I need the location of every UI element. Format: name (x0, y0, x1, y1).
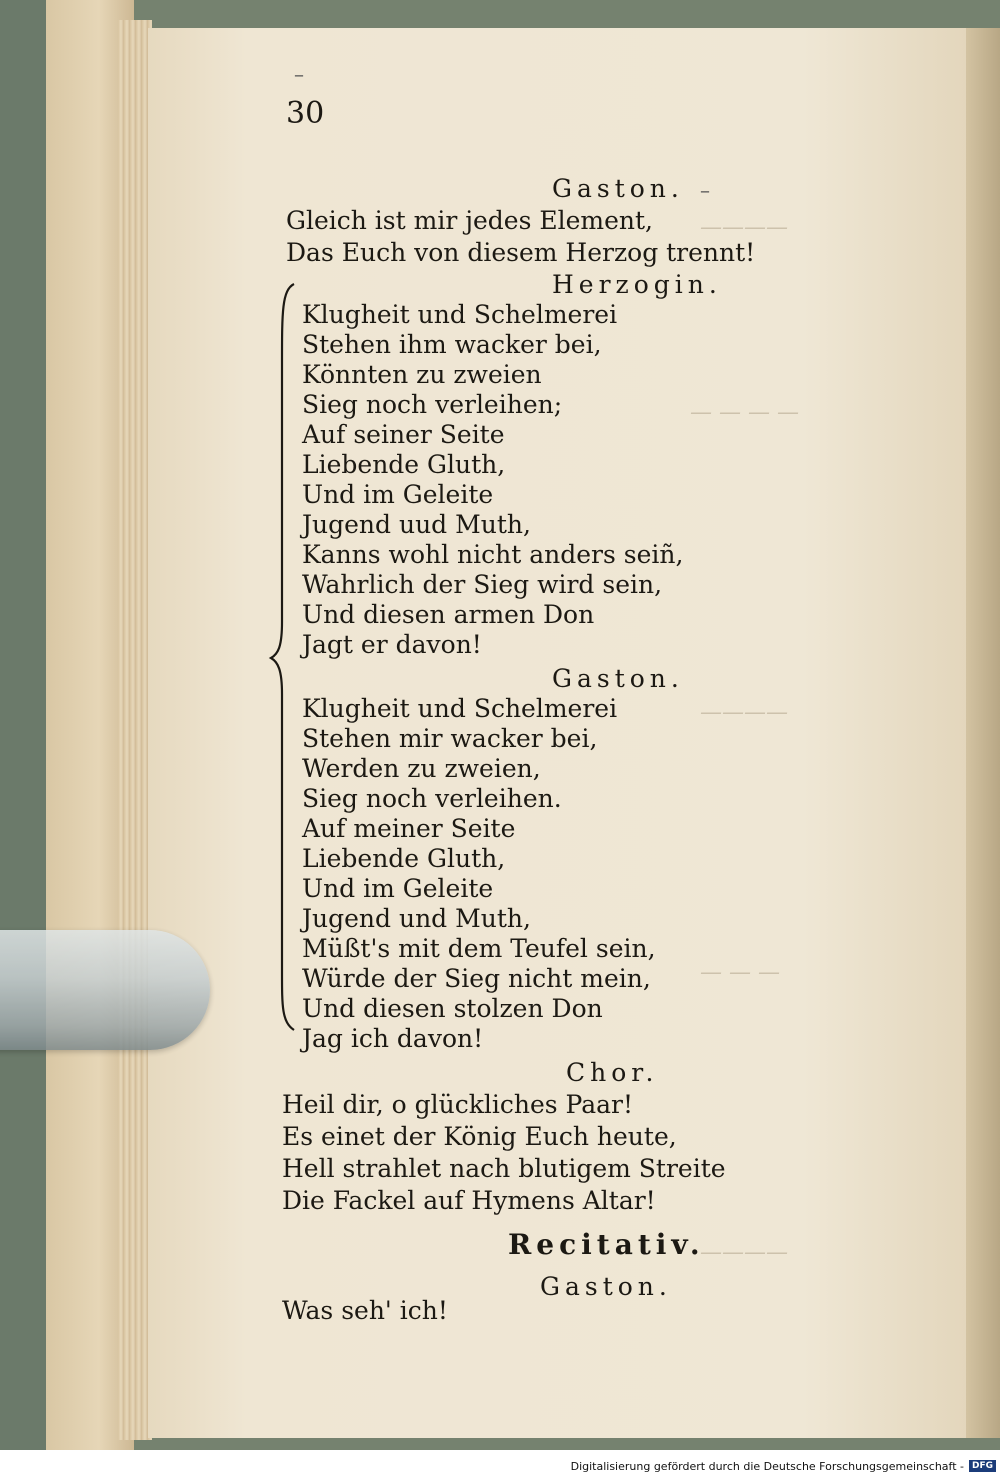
bleed-through: ———— (700, 1240, 788, 1265)
book-cover-edge (0, 0, 48, 1450)
verse-line: Jugend und Muth, (302, 904, 531, 933)
bleed-through: ———— (700, 215, 788, 240)
page-number: 30 (286, 96, 325, 131)
verse-line: Auf meiner Seite (302, 814, 516, 843)
verse-line: Auf seiner Seite (302, 420, 505, 449)
verse-line: Und im Geleite (302, 480, 494, 509)
verse-line: Und diesen stolzen Don (302, 994, 603, 1023)
section-heading: Recitativ. (508, 1228, 705, 1261)
speaker-label: Gaston. (552, 664, 684, 693)
verse-line: Müßt's mit dem Teufel sein, (302, 934, 656, 963)
verse-line: Und diesen armen Don (302, 600, 595, 629)
speaker-label: Chor. (566, 1058, 659, 1087)
bleed-through: — — — (700, 960, 780, 985)
page-gutter (966, 28, 1000, 1438)
verse-line: Jag ich davon! (302, 1024, 484, 1053)
verse-line: Sieg noch verleihen. (302, 784, 562, 813)
verse-line: Jagt er davon! (302, 630, 482, 659)
verse-line: Liebende Gluth, (302, 844, 506, 873)
footer-credit: Digitalisierung gefördert durch die Deutsche Forschungsgemeinschaft - (570, 1459, 964, 1473)
verse-line: Gleich ist mir jedes Element, (286, 206, 653, 235)
speaker-label: Herzogin. (552, 270, 722, 299)
verse-line: Könnten zu zweien (302, 360, 542, 389)
verse-line: Werden zu zweien, (302, 754, 541, 783)
verse-line: Stehen ihm wacker bei, (302, 330, 602, 359)
verse-line: Heil dir, o glückliches Paar! (282, 1090, 634, 1119)
verse-line: Hell strahlet nach blutigem Streite (282, 1154, 726, 1183)
bleed-through: ———— (700, 700, 788, 725)
bleed-through: — — — — (690, 400, 799, 425)
decorative-dash: – (294, 62, 304, 86)
verse-line: Was seh' ich! (282, 1296, 448, 1325)
page-stack-edge (118, 20, 152, 1440)
scanner-thumb-overlay (0, 930, 210, 1050)
verse-brace (268, 282, 298, 1032)
verse-line: Das Euch von diesem Herzog trennt! (286, 238, 756, 267)
speaker-label: Gaston. (540, 1272, 672, 1301)
dfg-logo: DFG (969, 1460, 996, 1472)
verse-line: Klugheit und Schelmerei (302, 300, 618, 329)
verse-line: Und im Geleite (302, 874, 494, 903)
verse-line: Jugend uud Muth, (302, 510, 531, 539)
verse-line: Es einet der König Euch heute, (282, 1122, 677, 1151)
decorative-dash: – (700, 178, 710, 202)
footer-bar (0, 1450, 1000, 1482)
speaker-label: Gaston. (552, 174, 684, 203)
verse-line: Würde der Sieg nicht mein, (302, 964, 651, 993)
verse-line: Kanns wohl nicht anders seiñ, (302, 540, 684, 569)
verse-line: Wahrlich der Sieg wird sein, (302, 570, 663, 599)
verse-line: Liebende Gluth, (302, 450, 506, 479)
verse-line: Sieg noch verleihen; (302, 390, 563, 419)
verse-line: Stehen mir wacker bei, (302, 724, 598, 753)
verse-line: Klugheit und Schelmerei (302, 694, 618, 723)
verse-line: Die Fackel auf Hymens Altar! (282, 1186, 656, 1215)
